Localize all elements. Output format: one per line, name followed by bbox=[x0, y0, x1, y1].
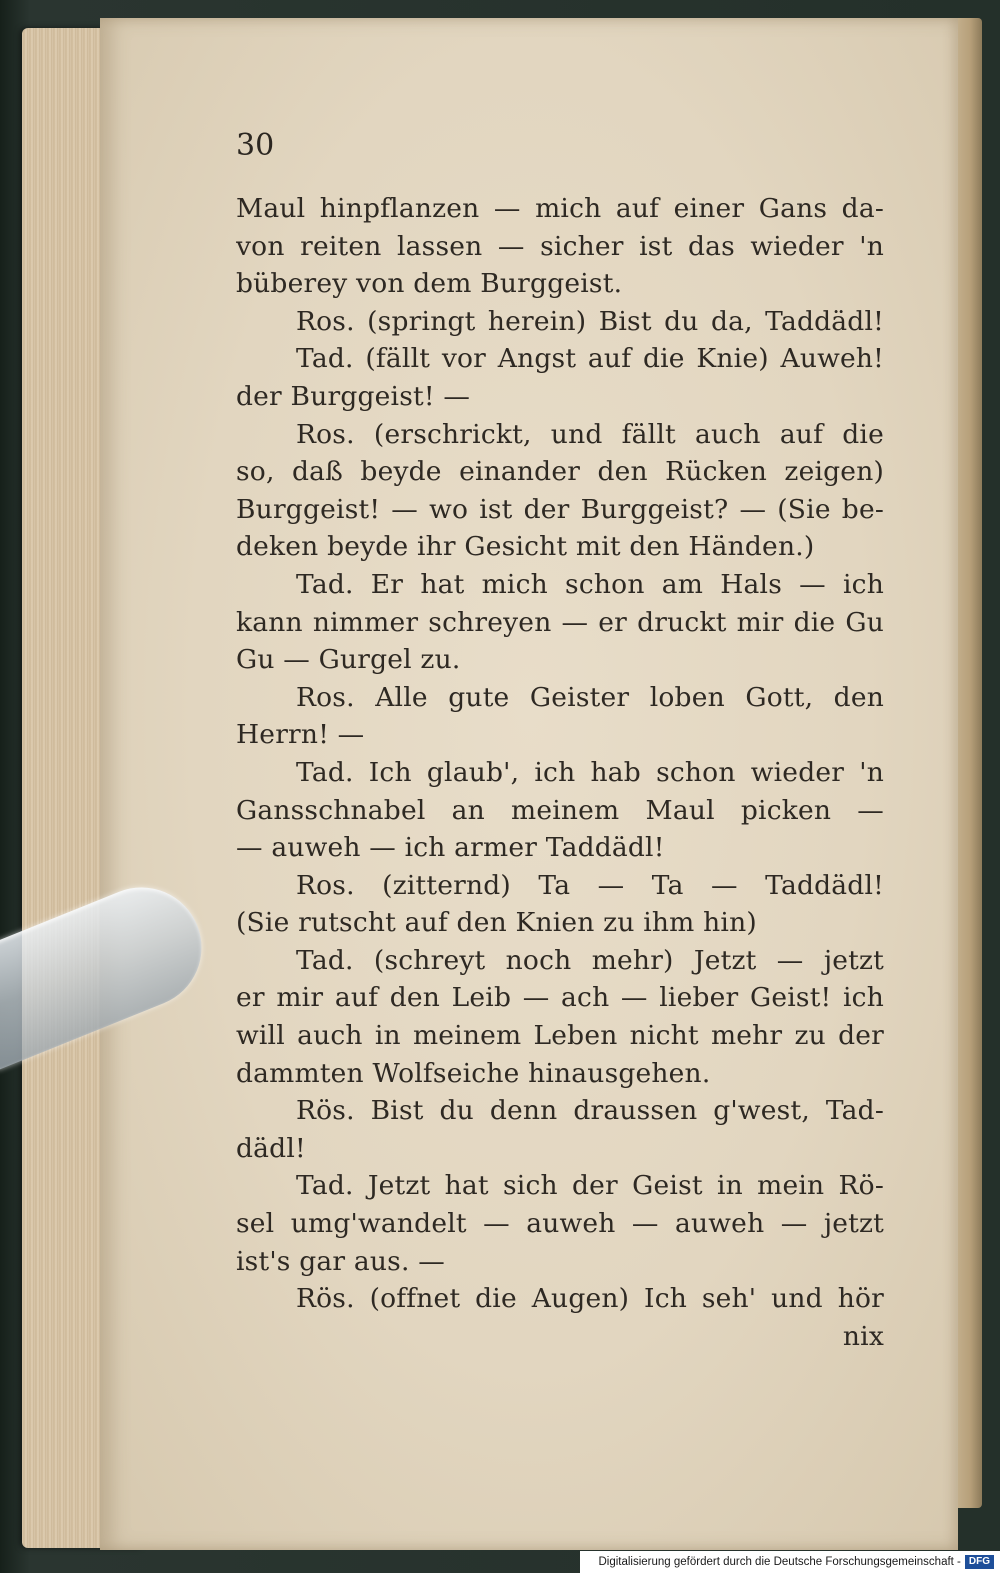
text-line: (Sie rutscht auf den Knien zu ihm hin) bbox=[236, 907, 757, 939]
text-line: Gansschnabel an meinem Maul picken — bbox=[236, 794, 884, 826]
text-line: nix bbox=[842, 1320, 884, 1352]
text-line: ist's gar aus. — bbox=[236, 1245, 445, 1277]
text-line: Maul hinpflanzen — mich auf einer Gans da- bbox=[236, 193, 884, 224]
text-line: Tad. Jetzt hat sich der Geist in mein Rö- bbox=[296, 1170, 884, 1202]
text-line: Tad. (fällt vor Angst auf die Knie) Auweh! bbox=[296, 343, 884, 375]
text-line: Burggeist! — wo ist der Burggeist? — (Sie be- bbox=[236, 493, 884, 525]
text-line: kann nimmer schreyen — er druckt mir die Gu bbox=[236, 606, 884, 638]
text-line: Tad. Er hat mich schon am Hals — ich bbox=[296, 568, 884, 600]
text-line: will auch in meinem Leben nicht mehr zu der bbox=[236, 1020, 884, 1052]
text-line: Rös. Bist du denn draussen g'west, Tad- bbox=[296, 1095, 884, 1127]
text-line: er mir auf den Leib — ach — lieber Geist! ich bbox=[236, 982, 884, 1014]
digitization-credit bbox=[580, 1551, 1000, 1573]
text-line: der Burggeist! — bbox=[236, 380, 471, 412]
page-text bbox=[236, 190, 884, 1355]
text-line: Ros. (springt herein) Bist du da, Taddädl! bbox=[296, 305, 884, 337]
text-line: Gu — Gurgel zu. bbox=[236, 644, 461, 676]
text-line: Tad. Ich glaub', ich hab schon wieder 'n bbox=[296, 756, 884, 788]
text-line: Tad. (schreyt noch mehr) Jetzt — jetzt bbox=[296, 944, 884, 976]
text-line: dädl! bbox=[236, 1132, 306, 1164]
text-line: — auweh — ich armer Taddädl! bbox=[236, 832, 665, 864]
text-line: Rös. (offnet die Augen) Ich seh' und hör bbox=[296, 1283, 884, 1315]
text-line: deken beyde ihr Gesicht mit den Händen.) bbox=[236, 531, 815, 563]
text-line: dammten Wolfseiche hinausgehen. bbox=[236, 1057, 711, 1089]
text-line: so, daß beyde einander den Rücken zeigen) bbox=[236, 456, 884, 488]
text-line: Ros. Alle gute Geister loben Gott, den bbox=[296, 681, 884, 713]
text-line: Ros. (zitternd) Ta — Ta — Taddädl! bbox=[296, 869, 884, 901]
page-number: 30 bbox=[236, 128, 275, 163]
credit-text: Digitalisierung gefördert durch die Deutsche Forschungsgemeinschaft - bbox=[598, 1556, 961, 1568]
text-line: büberey von dem Burggeist. bbox=[236, 268, 623, 300]
text-line: Herrn! — bbox=[236, 719, 365, 751]
text-line: von reiten lassen — sicher ist das wieder 'n bbox=[236, 230, 884, 262]
text-line: sel umg'wandelt — auweh — auweh — jetzt bbox=[236, 1208, 884, 1240]
text-line: Ros. (erschrickt, und fällt auch auf die bbox=[296, 418, 884, 450]
dfg-logo: DFG bbox=[965, 1555, 994, 1569]
